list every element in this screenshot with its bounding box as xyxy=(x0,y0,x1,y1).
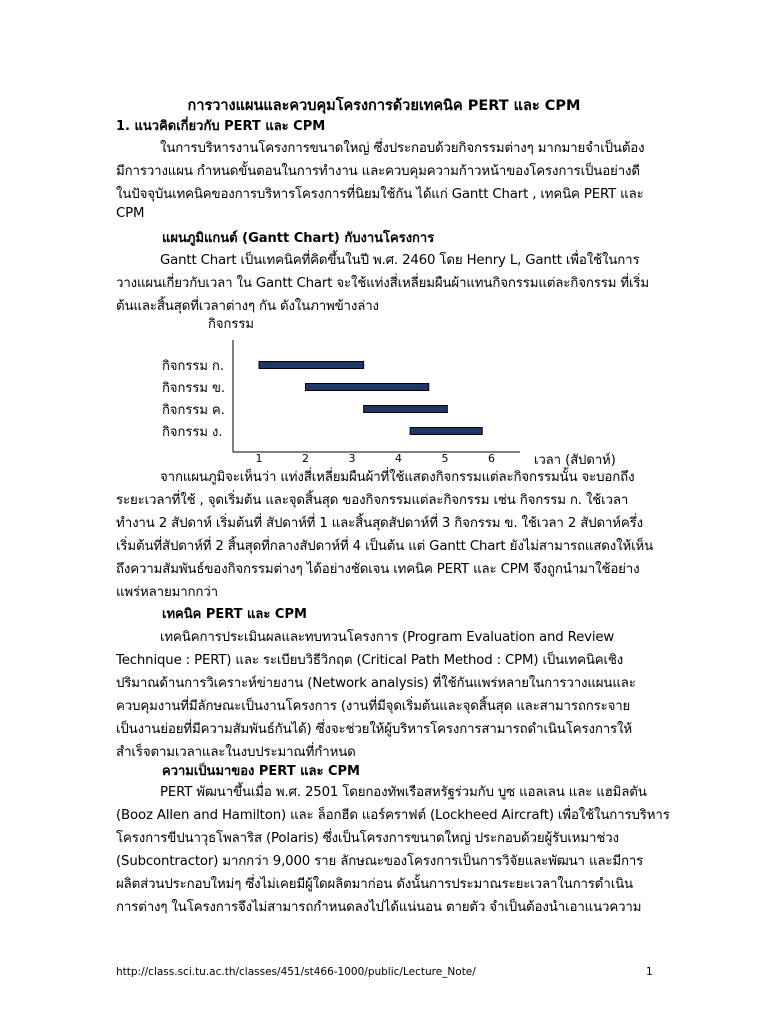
x-tick-label: 6 xyxy=(488,452,495,465)
task-label: กิจกรรม ง. xyxy=(162,425,223,440)
gantt-chart xyxy=(160,312,630,472)
document-title: การวางแผนและควบคุมโครงการด้วยเทคนิค PERT และ CPM xyxy=(187,98,581,114)
paragraph-line: วางแผนเกี่ยวกับเวลา ใน Gantt Chart จะใช้แท่งสี่เหลี่ยมผืนผ้าแทนกิจกรรมแต่ละกิจกรรม ที่เริ่ม xyxy=(116,276,650,291)
task-label: กิจกรรม ข. xyxy=(162,381,226,396)
paragraph-line: จากแผนภูมิจะเห็นว่า แท่งสี่เหลี่ยมผืนผ้าที่ใช้แสดงกิจกรรมแต่ละกิจกรรมนั้น จะบอกถึง xyxy=(160,470,635,485)
paragraph-line: เป็นงานย่อยที่มีความสัมพันธ์กันได้) ซึ่งจะช่วยให้ผู้บริหารโครงการสามารถดำเนินโครงการให้ xyxy=(116,722,632,737)
paragraph-line: (Subcontractor) มากกว่า 9,000 ราย ลักษณะของโครงการเป็นการวิจัยและพัฒนา และมีการ xyxy=(116,854,644,869)
x-tick-label: 4 xyxy=(395,452,402,465)
footer-url: http://class.sci.tu.ac.th/classes/451/st466-1000/public/Lecture_Note/ xyxy=(116,966,476,978)
gantt-section-heading: แผนภูมิแกนต์ (Gantt Chart) กับงานโครงการ xyxy=(162,231,435,246)
paragraph-line: PERT พัฒนาขึ้นเมื่อ พ.ศ. 2501 โดยกองทัพเรือสหรัฐร่วมกับ บูซ แอลเลน และ แฮมิลตัน xyxy=(160,785,647,800)
paragraph-line: แพร่หลายมากกว่า xyxy=(116,585,218,600)
paragraph-line: ทำงาน 2 สัปดาห์ เริ่มต้นที่ สัปดาห์ที่ 1 และสิ้นสุดสัปดาห์ที่ 3 กิจกรรม ข. ใช้เวลา 2 สัปดาห์ครึ่ง xyxy=(116,516,643,531)
paragraph-line: (Booz Allen and Hamilton) และ ล็อกฮีด แอร์คราฟต์ (Lockheed Aircraft) เพื่อใช้ในการบริหาร xyxy=(116,808,670,823)
task-bar xyxy=(306,384,429,391)
x-tick-label: 3 xyxy=(348,452,356,465)
page-number: 1 xyxy=(646,966,653,978)
task-label: กิจกรรม ก. xyxy=(162,359,225,374)
paragraph-line: Gantt Chart เป็นเทคนิคที่คิดขึ้นในปี พ.ศ. 2460 โดย Henry L, Gantt เพื่อใช้ในการ xyxy=(160,253,640,268)
x-tick-label: 5 xyxy=(441,452,449,465)
y-axis-label: กิจกรรม xyxy=(208,317,254,332)
paragraph-line: มีการวางแผน กำหนดขั้นตอนในการทำงาน และควบคุมความก้าวหน้าของโครงการเป็นอย่างดี xyxy=(116,164,640,179)
paragraph-line: เริ่มต้นที่สัปดาห์ที่ 2 สิ้นสุดที่กลางสัปดาห์ที่ 4 เป็นต้น แต่ Gantt Chart ยังไม่สามารถแสดงให้เห็น xyxy=(116,539,654,554)
paragraph-line: โครงการขีปนาวุธโพลาริส (Polaris) ซึ่งเป็นโครงการขนาดใหญ่ ประกอบด้วยผู้รับเหมาช่วง xyxy=(116,831,619,846)
task-bar xyxy=(410,428,482,435)
paragraph-line: ต้นและสิ้นสุดที่เวลาต่างๆ กัน ดังในภาพข้างล่าง xyxy=(116,299,379,314)
history-section-heading: ความเป็นมาของ PERT และ CPM xyxy=(162,764,360,779)
paragraph-line: ปริมาณด้านการวิเคราะห์ข่ายงาน (Network analysis) ที่ใช้กันแพร่หลายในการวางแผนและ xyxy=(116,676,636,691)
paragraph-line: ถึงความสัมพันธ์ของกิจกรรมต่างๆ ได้อย่างชัดเจน เทคนิค PERT และ CPM จึงถูกนำมาใช้อย่าง xyxy=(116,562,640,577)
paragraph-line: ในการบริหารงานโครงการขนาดใหญ่ ซึ่งประกอบด้วยกิจกรรมต่างๆ มากมายจำเป็นต้อง xyxy=(160,141,645,156)
paragraph-line: CPM xyxy=(116,206,145,221)
paragraph-line: ควบคุมงานที่มีลักษณะเป็นงานโครงการ (งานที่มีจุดเริ่มต้นและจุดสิ้นสุด และสามารถกระจาย xyxy=(116,699,631,714)
task-bar xyxy=(364,406,448,413)
paragraph-line: เทคนิคการประเมินผลและทบทวนโครงการ (Program Evaluation and Review xyxy=(160,630,615,645)
task-label: กิจกรรม ค. xyxy=(162,403,225,418)
x-tick-label: 2 xyxy=(302,452,309,465)
paragraph-line: การต่างๆ ในโครงการจึงไม่สามารถกำหนดลงไปได้แน่นอน ตายตัว จำเป็นต้องนำเอาแนวความ xyxy=(116,900,642,915)
paragraph-line: ผลิตส่วนประกอบใหม่ๆ ซึ่งไม่เคยมีผู้ใดผลิตมาก่อน ดังนั้นการประมาณระยะเวลาในการดำเนิน xyxy=(116,877,634,892)
section-1-heading: 1. แนวคิดเกี่ยวกับ PERT และ CPM xyxy=(116,119,326,134)
paragraph-line: Technique : PERT) และ ระเบียบวิธีวิกฤต (Critical Path Method : CPM) เป็นเทคนิคเชิง xyxy=(116,653,624,668)
paragraph-line: ระยะเวลาที่ใช้ , จุดเริ่มต้น และจุดสิ้นสุด ของกิจกรรมแต่ละกิจกรรม เช่น กิจกรรม ก. ใช้เวลา xyxy=(116,493,629,508)
paragraph-line: สำเร็จตามเวลาและในงบประมาณที่กำหนด xyxy=(116,745,356,760)
task-bar xyxy=(259,362,364,369)
paragraph-line: ในปัจจุบันเทคนิคของการบริหารโครงการที่นิยมใช้กัน ได้แก่ Gantt Chart , เทคนิค PERT และ xyxy=(116,187,644,202)
pert-section-heading: เทคนิค PERT และ CPM xyxy=(162,607,307,622)
x-axis-label: เวลา (สัปดาห์) xyxy=(534,453,616,468)
x-tick-label: 1 xyxy=(255,452,263,465)
